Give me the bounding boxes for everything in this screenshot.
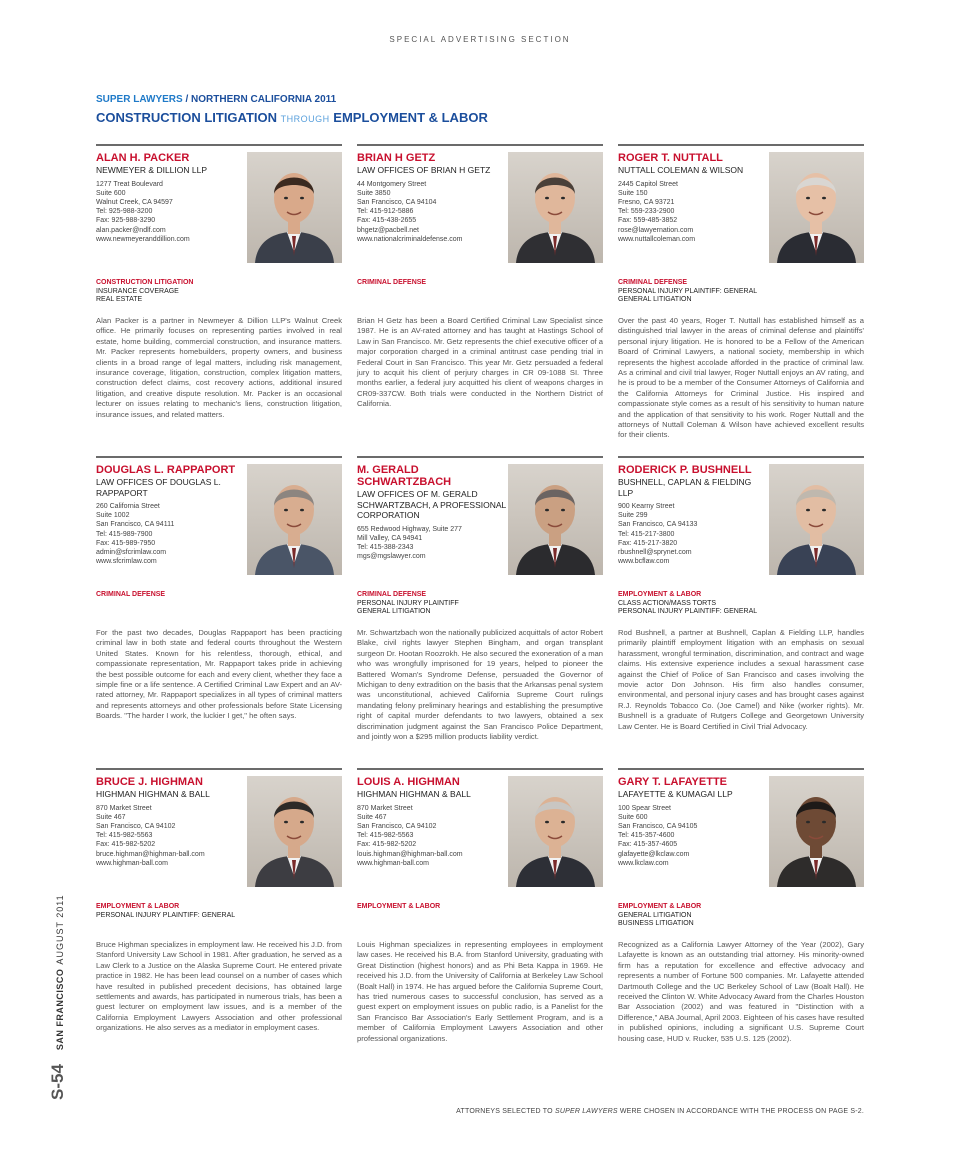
firm-name: LAFAYETTE & KUMAGAI LLP (618, 789, 733, 799)
firm-name: BUSHNELL, CAPLAN & FIELDING LLP (618, 477, 752, 498)
contact-info (618, 502, 768, 566)
folio-date: AUGUST 2011 (55, 894, 65, 965)
portrait-illustration (247, 152, 342, 263)
lawyer-photo (247, 152, 342, 263)
portrait-illustration (769, 464, 864, 575)
lawyer-bio: Mr. Schwartzbach won the nationally publicized acquittals of actor Robert Blake, civil rights lawyer Stephen Bingham, and organ transplant surgeon Dr. Hootan Roozrokh. He also secured the exoneration of a man who was wrongfully imprisoned for 19 years, helped to pioneer the Battered Woman's Syndrome Defense, persuaded the Governor of Michigan to deny extradition on the basis that the Arkansas penal system was unconstitutional, achieved California Supreme Court rulings mandating felony preliminary hearings and establishing the presumptive right of capital murder defendants to two lawyers, obtained a sex discrimination judgment against the San Francisco Police Department, and jointly won a $295 million products liability verdict. (357, 628, 603, 742)
firm-name: NUTTALL COLEMAN & WILSON (618, 165, 744, 175)
contact-line: San Francisco, CA 94105 (618, 822, 698, 830)
lawyer-photo (769, 152, 864, 263)
contact-line: 100 Spear Street (618, 804, 671, 812)
card-rule (618, 768, 864, 770)
contact-info (618, 180, 768, 244)
practice-areas (357, 279, 603, 288)
portrait-illustration (247, 464, 342, 575)
contact-info (96, 502, 246, 566)
card-rule (357, 456, 603, 458)
primary-practice-area: EMPLOYMENT & LABOR (618, 591, 702, 598)
contact-info (618, 804, 768, 868)
email-link[interactable]: louis.highman@highman-ball.com (357, 850, 463, 858)
primary-practice-area: EMPLOYMENT & LABOR (357, 903, 441, 910)
card-rule (357, 768, 603, 770)
contact-line: Suite 467 (357, 813, 387, 821)
lawyer-card (618, 144, 864, 440)
contact-info (357, 525, 507, 562)
footer-italic: SUPER LAWYERS (554, 1108, 618, 1115)
range-start: CONSTRUCTION LITIGATION (96, 110, 278, 125)
lawyer-bio: For the past two decades, Douglas Rappaport has been practicing criminal law in both state and federal courts throughout the Western United States. Known for his relentless, thorough, ethical, and compassionate representation, Mr. Rappaport takes pride in achieving the best possible outcome for each and every client, whether they face a simple fine or a life sentence. A Certified Criminal Law Expert and an AV-rated attorney, Mr. Rappaport specializes in all types of criminal matters and represents attorneys and other professionals before State Licensing Boards. "The harder I work, the luckier I get," he often says. (96, 628, 342, 721)
card-rule (618, 144, 864, 146)
page-number: S-54 (48, 1064, 67, 1100)
contact-line: Fax: 415-982-5202 (96, 841, 156, 849)
lawyer-bio: Rod Bushnell, a partner at Bushnell, Caplan & Fielding LLP, handles primarily plaintiff employment litigation with an emphasis on sexual harassment, wrongful termination, discrimination, and contract and wage claims. His extensive experience includes a sexual harassment case against the Chief of Police of San Francisco and cases involving the movie actor Don Johnson. His firm also handles consumer, environmental, and personal injury cases and has brought cases against R.J. Reynolds Tobacco Co. (Joe Camel) and Nike (worker rights). Mr. Bushnell is a graduate of Rutgers College and Georgetown University Law Center. He is Board Certified in Civil Trial Advocacy. (618, 628, 864, 731)
firm-name: NEWMEYER & DILLION LLP (96, 165, 208, 175)
lawyer-name: BRIAN H GETZ (357, 152, 436, 164)
card-rule (96, 456, 342, 458)
contact-line: 900 Kearny Street (618, 503, 675, 510)
practice-area: PERSONAL INJURY PLAINTIFF: GENERAL (96, 911, 236, 919)
primary-practice-area: CONSTRUCTION LITIGATION (96, 279, 194, 286)
contact-info (96, 804, 246, 868)
range-end: EMPLOYMENT & LABOR (333, 110, 488, 125)
contact-line: Walnut Creek, CA 94597 (96, 198, 173, 206)
email-link[interactable]: admin@sfcrimlaw.com (96, 549, 167, 557)
portrait-illustration (769, 152, 864, 263)
contact-line: 655 Redwood Highway, Suite 277 (357, 525, 462, 533)
contact-line: Tel: 415-217-3800 (618, 530, 675, 538)
lawyer-photo (508, 776, 603, 887)
lawyer-card (96, 768, 342, 1033)
lawyer-name: GARY T. LAFAYETTE (618, 776, 728, 788)
card-rule (357, 144, 603, 146)
contact-line: Suite 467 (96, 813, 126, 821)
contact-info (96, 180, 246, 244)
contact-info (357, 180, 507, 244)
lawyer-bio: Brian H Getz has been a Board Certified Criminal Law Specialist since 1987. He is an AV-rated attorney and has taught at Hastings School of Law in San Francisco. Mr. Getz represents the chief executive officer of a major corporation charged in a criminal antitrust case pending trial in Federal Court in San Francisco. This year Mr. Getz persuaded a federal jury to acquit his client of perjury charges in CR 09-1088 SI. Three months earlier, a federal jury acquitted his client of weapons charges in CR09-337CW. Both trials were conducted in the Northern District of California. (357, 316, 603, 409)
portrait-illustration (508, 776, 603, 887)
primary-practice-area: CRIMINAL DEFENSE (618, 279, 688, 286)
website-link[interactable]: www.highman-ball.com (357, 859, 429, 867)
lawyer-name: RODERICK P. BUSHNELL (618, 464, 752, 476)
practice-areas (618, 279, 864, 305)
practice-areas (96, 903, 342, 920)
lawyer-card (96, 456, 342, 721)
practice-area: REAL ESTATE (96, 296, 143, 304)
website-link[interactable]: www.nuttallcoleman.com (618, 235, 696, 243)
email-link[interactable]: bruce.highman@highman-ball.com (96, 850, 205, 858)
contact-line: Tel: 415-982-5563 (96, 832, 153, 840)
lawyer-name: DOUGLAS L. RAPPAPORT (96, 464, 236, 476)
contact-line: Fax: 415-989-7950 (96, 539, 156, 547)
firm-name: HIGHMAN HIGHMAN & BALL (96, 789, 210, 799)
contact-line: Fresno, CA 93721 (618, 198, 675, 206)
footer-pre: ATTORNEYS SELECTED TO (456, 1108, 555, 1115)
portrait-illustration (769, 776, 864, 887)
contact-line: Fax: 925-988-3290 (96, 217, 156, 225)
lawyer-photo (769, 776, 864, 887)
footer-post: WERE CHOSEN IN ACCORDANCE WITH THE PROCESS ON PAGE S-2. (617, 1108, 864, 1115)
contact-line: Tel: 415-982-5563 (357, 832, 414, 840)
email-link[interactable]: mgs@mgslawyer.com (357, 553, 426, 561)
lawyer-photo (508, 152, 603, 263)
contact-line: Tel: 415-912-5886 (357, 208, 414, 216)
contact-line: Suite 600 (618, 813, 648, 821)
contact-line: Fax: 415-438-2655 (357, 217, 417, 225)
lawyer-name: ALAN H. PACKER (96, 152, 190, 164)
email-link[interactable]: alan.packer@ndlf.com (96, 226, 166, 234)
contact-line: 870 Market Street (96, 804, 152, 812)
website-link[interactable]: www.newmeyeranddillion.com (96, 235, 190, 243)
lawyer-card (96, 144, 342, 419)
contact-line: Suite 3850 (357, 189, 391, 197)
lawyer-bio: Recognized as a California Lawyer Attorney of the Year (2002), Gary Lafayette is known as an outstanding trial attorney. His minority-owned firm has a reputation for excellence and effective advocacy and represents a number of Fortune 500 companies. Mr. Lafayette attended Dartmouth College and the UC Berkeley School of Law (Boalt Hall). He received the Clinton W. White Advocacy Award from the Charles Houston Bar Association (2002) and was featured in "Distinction with a Difference," ABA Journal, April 2003. Eighteen of his cases have resulted in published opinions, including a significant U.S. Supreme Court housing case, HUD v. Rucker, 535 U.S. 125 (2002). (618, 940, 864, 1043)
practice-area: PERSONAL INJURY PLAINTIFF (357, 599, 459, 607)
primary-practice-area: CRIMINAL DEFENSE (96, 591, 166, 598)
contact-line: San Francisco, CA 94111 (96, 521, 175, 529)
practice-area: PERSONAL INJURY PLAINTIFF: GENERAL (618, 287, 758, 295)
website-link[interactable]: www.nationalcriminaldefense.com (357, 235, 463, 243)
contact-line: 260 California Street (96, 503, 160, 510)
folio-city: SAN FRANCISCO (55, 968, 65, 1051)
primary-practice-area: EMPLOYMENT & LABOR (96, 903, 180, 910)
lawyer-photo (508, 464, 603, 575)
range-through: THROUGH (280, 114, 330, 124)
contact-info (357, 804, 507, 868)
section-kicker (96, 94, 336, 105)
lawyer-name: LOUIS A. HIGHMAN (357, 776, 460, 788)
practice-area: GENERAL LITIGATION (357, 608, 431, 616)
lawyer-photo (247, 776, 342, 887)
section-title (96, 110, 488, 125)
website-link[interactable]: www.sfcrimlaw.com (96, 558, 157, 566)
portrait-illustration (508, 152, 603, 263)
side-folio (48, 894, 68, 1100)
lawyer-name: BRUCE J. HIGHMAN (96, 776, 203, 788)
practice-areas (618, 903, 864, 929)
practice-areas (96, 591, 342, 600)
lawyer-name: M. GERALD SCHWARTZBACH (357, 464, 452, 488)
portrait-illustration (247, 776, 342, 887)
practice-area: GENERAL LITIGATION (618, 296, 692, 304)
contact-line: San Francisco, CA 94102 (357, 822, 437, 830)
contact-line: San Francisco, CA 94102 (96, 822, 176, 830)
contact-line: Fax: 415-357-4605 (618, 841, 678, 849)
firm-name: LAW OFFICES OF DOUGLAS L. RAPPAPORT (96, 477, 221, 498)
footer-note (456, 1108, 864, 1115)
contact-line: 870 Market Street (357, 804, 413, 812)
firm-name: LAW OFFICES OF BRIAN H GETZ (357, 165, 491, 175)
card-rule (96, 144, 342, 146)
practice-areas (618, 591, 864, 617)
website-link[interactable]: www.lkclaw.com (618, 859, 669, 867)
contact-line: Fax: 559-485-3852 (618, 217, 678, 225)
primary-practice-area: EMPLOYMENT & LABOR (618, 903, 702, 910)
lawyer-card (357, 768, 603, 1043)
contact-line: Fax: 415-217-3820 (618, 539, 678, 547)
contact-line: Tel: 415-388-2343 (357, 543, 414, 551)
practice-area: CLASS ACTION/MASS TORTS (618, 599, 717, 607)
lawyer-card (618, 768, 864, 1043)
contact-line: San Francisco, CA 94133 (618, 521, 698, 529)
firm-name: HIGHMAN HIGHMAN & BALL (357, 789, 471, 799)
email-link[interactable]: glafayette@lkclaw.com (618, 850, 690, 858)
contact-line: Tel: 415-357-4600 (618, 832, 675, 840)
contact-line: Suite 600 (96, 189, 126, 197)
contact-line: Suite 1002 (96, 512, 130, 520)
contact-line: Mill Valley, CA 94941 (357, 534, 423, 542)
email-link[interactable]: rose@lawyernation.com (618, 226, 694, 234)
special-advertising-label: SPECIAL ADVERTISING SECTION (389, 35, 571, 44)
lawyer-bio: Louis Highman specializes in representing employees in employment law cases. He received his B.A. from Stanford University, graduating with Great Distinction (highest honors) and as Phi Beta Kappa in 1969. He received his J.D. from the University of California at Berkeley Law School (Boalt Hall) in 1974. He has argued before the California Supreme Court, has tried numerous cases to successful conclusion, has served as a guest expert on employment issues on public radio, is a Panelist for the San Francisco Bar Association's Early Settlement Program, and is a member of California Employment Lawyers Association and other professional organizations. (357, 940, 603, 1043)
lawyer-name: ROGER T. NUTTALL (618, 152, 723, 164)
card-rule (96, 768, 342, 770)
firm-name: LAW OFFICES OF M. GERALD SCHWARTZBACH, A PROFESSIONAL CORPORATION (357, 489, 506, 520)
card-rule (618, 456, 864, 458)
contact-line: Tel: 415-989-7900 (96, 530, 153, 538)
practice-area: BUSINESS LITIGATION (618, 920, 694, 928)
contact-line: San Francisco, CA 94104 (357, 198, 437, 206)
kicker-brand: SUPER LAWYERS (96, 94, 183, 105)
lawyer-photo (247, 464, 342, 575)
practice-area: PERSONAL INJURY PLAINTIFF: GENERAL (618, 608, 758, 616)
lawyer-card (618, 456, 864, 731)
lawyer-photo (769, 464, 864, 575)
practice-areas (357, 591, 603, 617)
primary-practice-area: CRIMINAL DEFENSE (357, 279, 427, 286)
lawyer-bio: Alan Packer is a partner in Newmeyer & Dillion LLP's Walnut Creek office. He primarily focuses on representing parties involved in real estate, home building, commercial construction, and insurance matters. Mr. Packer represents homebuilders, property owners, and business clients in a broad range of legal matters, including risk management, insurance coverage, litigation, construction, complex litigation matters, construction defect claims, cost recovery actions, additional insured litigation, and creative dispute resolution. Mr. Packer is an occasional lecturer on issues relating to mechanic's liens, construction litigation, insurance issues, and related matters. (96, 316, 342, 419)
lawyer-bio: Over the past 40 years, Roger T. Nuttall has established himself as a distinguished trial lawyer in the areas of criminal defense and plaintiffs' personal injury litigation. He is honored to be a Fellow of the American Board of Criminal Lawyers, a national society, membership in which represents the highest accolade afforded in the practice of criminal law. As a criminal and civil trial lawyer, Roger Nuttall enjoys an AV rating, and he is proud to be a member of the Consumer Attorneys of California and the California Attorneys for Criminal Justice. His inspired and compassionate style comes as a result of his sensitivity to human nature and the application of that sensitivity to his work. Roger Nuttall and the attorneys of Nuttall Coleman & Wilson have achieved excellent results for their clients. (618, 316, 864, 440)
contact-line: 2445 Capitol Street (618, 180, 678, 188)
contact-line: Tel: 559-233-2900 (618, 208, 675, 216)
contact-line: Suite 150 (618, 189, 648, 197)
practice-area: INSURANCE COVERAGE (96, 287, 179, 295)
contact-line: Suite 299 (618, 512, 648, 520)
kicker-slash: / (185, 94, 189, 105)
practice-areas (96, 279, 342, 305)
website-link[interactable]: www.highman-ball.com (96, 859, 168, 867)
contact-line: Tel: 925-988-3200 (96, 208, 153, 216)
practice-area: GENERAL LITIGATION (618, 911, 692, 919)
lawyer-bio: Bruce Highman specializes in employment law. He received his J.D. from Stanford University Law School in 1981. After graduation, he served as a Law Clerk to a Justice on the Alaska Supreme Court. He entered private practice in 1982. He has been lead counsel on a number of cases which have resulted in published precedent decisions, has obtained large settlements and awards, has participated in numerous trials, has been a guest lecturer on employment law issues, and is a member of the California Employment Lawyers Association and other professional organizations. He also serves as a mediator in employment cases. (96, 940, 342, 1033)
lawyer-card (357, 144, 603, 409)
kicker-region: NORTHERN CALIFORNIA 2011 (191, 94, 337, 105)
contact-line: 44 Montgomery Street (357, 180, 427, 188)
lawyer-card (357, 456, 603, 742)
contact-line: 1277 Treat Boulevard (96, 180, 163, 188)
portrait-illustration (508, 464, 603, 575)
email-link[interactable]: rbushnell@sprynet.com (618, 549, 692, 557)
primary-practice-area: CRIMINAL DEFENSE (357, 591, 427, 598)
contact-line: Fax: 415-982-5202 (357, 841, 417, 849)
practice-areas (357, 903, 603, 912)
email-link[interactable]: bhgetz@pacbell.net (357, 226, 419, 234)
website-link[interactable]: www.bcflaw.com (618, 558, 670, 566)
